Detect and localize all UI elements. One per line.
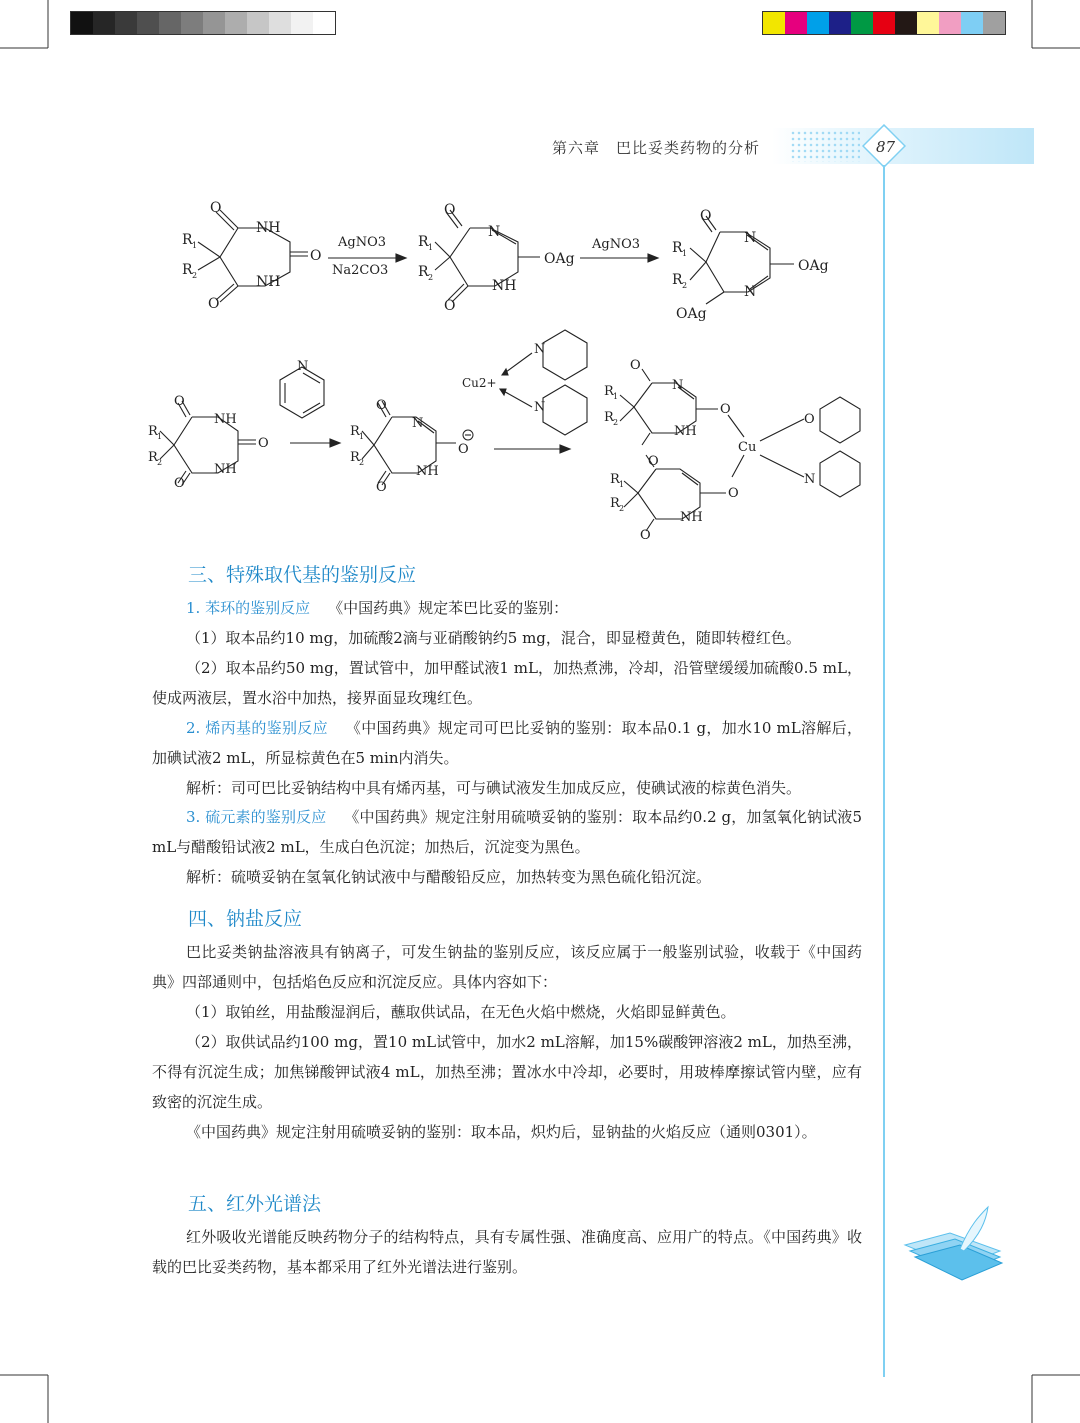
rxn1-right-n-bottom: N [744,284,757,300]
rxn2-mid-o-minus: O [458,442,469,457]
paragraph: 解析：硫喷妥钠在氢氧化钠试液中与醋酸铅反应，加热转变为黑色硫化铅沉淀。 [186,868,712,886]
rxn1-left-r1: R [182,232,193,248]
section-title-infrared: 五、红外光谱法 [188,1193,322,1215]
gray-swatch-11 [313,12,335,34]
rxn2-left-r2: R [148,450,158,465]
rxn2-mid-r1: R [350,424,360,439]
color-swatch-10 [983,12,1005,34]
rxn2-cx-r2-bottom: R [610,496,620,511]
subheading: 3. 硫元素的鉴别反应 [186,808,327,826]
rxn2-mid-nh: NH [416,464,439,479]
paragraph: （2）取本品约50 mg，置试管中，加甲醛试液1 mL，加热煮沸，冷却，沿管壁缓缓加硫酸0.5 mL，使成两液层，置水浴中加热，接界面显玫瑰红色。 [152,659,862,707]
gray-swatch-3 [137,12,159,34]
gray-swatch-9 [269,12,291,34]
rxn2-mid-r2: R [350,450,360,465]
rxn1-right-oag-bottom: OAg [676,306,707,322]
pyridine-n-3: N [534,400,546,415]
chapter-title: 第六章 巴比妥类药物的分析 [552,139,761,157]
rxn1-reagent-top: AgNO3 [338,235,387,250]
rxn2-cx-r2-top: R [604,410,614,425]
color-swatch-4 [851,12,873,34]
rxn1-right-r1-sub: 1 [682,249,688,258]
book-quill-icon [900,1205,1010,1285]
paragraph: 3. 硫元素的鉴别反应 《中国药典》规定注射用硫喷妥钠的鉴别：取本品约0.2 g，加氢氧化钠试液5 mL与醋酸铅试液2 mL，生成白色沉淀；加热后，沉淀变为黑色。 [152,808,862,856]
rxn2-cx-r2-bottom-sub: 2 [619,504,625,513]
gray-swatch-0 [71,12,93,34]
rxn1-mid-o-bottom: O [444,298,456,314]
rxn1-left-nh-top: NH [256,220,281,236]
reaction-scheme-silver [150,190,870,330]
color-swatch-1 [785,12,807,34]
paragraph: 1. 苯环的鉴别反应 《中国药典》规定苯巴比妥的鉴别： [186,599,569,617]
header-dots [790,130,860,162]
rxn1-mid-r2-sub: 2 [428,273,434,282]
subheading: 1. 苯环的鉴别反应 [186,599,311,617]
rxn2-left-nh-top: NH [214,412,237,427]
rxn2-mid-r2-sub: 2 [359,458,365,467]
rxn2-left-r1: R [148,424,158,439]
gray-swatch-4 [159,12,181,34]
rxn1-mid-r1-sub: 1 [428,243,434,252]
rxn1-reagent2: AgNO3 [592,237,641,252]
rxn1-mid-n: N [488,224,501,240]
color-scale-bar [762,11,1006,35]
gray-swatch-5 [181,12,203,34]
gray-swatch-10 [291,12,313,34]
margin-rule [883,165,885,1377]
rxn2-cx-cu: Cu [738,440,757,455]
rxn1-mid-r1: R [418,234,429,250]
rxn2-left-o-bottom: O [174,476,185,491]
rxn1-reagent-bottom: Na2CO3 [332,263,389,278]
rxn2-cx-r1-top-sub: 1 [613,392,619,401]
rxn2-cx-n-top: N [672,378,684,393]
rxn1-left-nh-bottom: NH [256,274,281,290]
color-swatch-5 [873,12,895,34]
paragraph: 《中国药典》规定注射用硫喷妥钠的鉴别：取本品，炽灼后，显钠盐的火焰反应（通则0301）。 [186,1123,817,1141]
gray-swatch-2 [115,12,137,34]
rxn1-left-o-bottom: O [208,296,220,312]
rxn2-left-r2-sub: 2 [157,458,163,467]
paragraph: （2）取供试品约100 mg，置10 mL试管中，加水2 mL溶解，加15%碳酸钾溶液2 mL，加热至沸，不得有沉淀生成；加焦锑酸钾试液4 mL，加热至沸；置冰水中冷却，必要时，用玻棒摩擦试管内壁，应有致密的沉淀生成。 [152,1033,862,1111]
rxn2-cx-o-link-top: O [720,402,731,417]
color-swatch-6 [895,12,917,34]
rxn1-left-r1-sub: 1 [192,241,198,250]
rxn1-left-o-right: O [310,248,322,264]
rxn2-cu-ion: Cu2+ [462,376,497,390]
color-swatch-8 [939,12,961,34]
rxn1-mid-r2: R [418,264,429,280]
paragraph: 巴比妥类钠盐溶液具有钠离子，可发生钠盐的鉴别反应，该反应属于一般鉴别试验，收载于《中国药典》四部通则中，包括焰色反应和沉淀反应。具体内容如下： [152,943,862,991]
section-title-special-groups: 三、特殊取代基的鉴别反应 [188,564,417,586]
rxn2-cx-o-bottom: O [640,528,651,543]
color-swatch-9 [961,12,983,34]
rxn1-right-r2-sub: 2 [682,281,688,290]
rxn2-left-o-top: O [174,394,185,409]
rxn2-cx-nh-bottom: NH [680,510,703,525]
pyridine-n-5: N [804,472,816,487]
paragraph: 红外吸收光谱能反映药物分子的结构特点，具有专属性强、准确度高、应用广的特点。《中国药典》收载的巴比妥类药物，基本都采用了红外光谱法进行鉴别。 [152,1228,862,1276]
rxn1-mid-nh: NH [492,278,517,294]
color-swatch-3 [829,12,851,34]
page-number: 87 [876,138,896,156]
rxn1-right-n-top: N [744,230,757,246]
gray-swatch-6 [203,12,225,34]
paragraph: 2. 烯丙基的鉴别反应 《中国药典》规定司可巴比妥钠的鉴别：取本品0.1 g，加水10 mL溶解后，加碘试液2 mL，所显棕黄色在5 min内消失。 [152,719,862,767]
rxn2-left-o-right: O [258,436,269,451]
paragraph: 解析：司可巴比妥钠结构中具有烯丙基，可与碘试液发生加成反应，使碘试液的棕黄色消失。 [186,779,802,797]
rxn1-left-r2-sub: 2 [192,271,198,280]
rxn2-cx-r1-bottom: R [610,472,620,487]
rxn1-right-oag: OAg [798,258,829,274]
color-swatch-0 [763,12,785,34]
rxn2-mid-o-top: O [376,398,387,413]
rxn2-left-r1-sub: 1 [157,432,163,441]
rxn1-left-o-top: O [210,200,222,216]
pyridine-n-1: N [297,359,309,374]
rxn2-cx-o-lower-top: O [648,454,659,469]
gray-swatch-7 [225,12,247,34]
section-title-sodium-salt: 四、钠盐反应 [188,908,303,930]
paragraph: （1）取本品约10 mg，加硫酸2滴与亚硝酸钠约5 mg，混合，即显橙黄色，随即转橙红色。 [186,629,801,647]
rxn1-right-r1: R [672,240,683,256]
pyridine-n-2: N [534,342,546,357]
rxn2-left-nh-bottom: NH [214,462,237,477]
rxn1-mid-o-top: O [444,202,456,218]
rxn1-right-r2: R [672,272,683,288]
rxn2-mid-r1-sub: 1 [359,432,365,441]
gray-swatch-1 [93,12,115,34]
rxn2-cx-o-top: O [630,358,641,373]
subheading: 2. 烯丙基的鉴别反应 [186,719,328,737]
rxn2-mid-o-bottom: O [376,480,387,495]
rxn1-mid-oag: OAg [544,251,575,267]
rxn2-cx-r1-top: R [604,384,614,399]
rxn2-cx-nh-top: NH [674,424,697,439]
pyridine-n-4: O [804,412,815,427]
rxn2-cx-r1-bottom-sub: 1 [619,480,625,489]
gray-scale-bar [70,11,336,35]
rxn2-mid-n: N [412,416,424,431]
rxn2-cx-r2-top-sub: 2 [613,418,619,427]
rxn1-right-o: O [700,208,712,224]
reaction-scheme-copper [140,325,880,545]
gray-swatch-8 [247,12,269,34]
rxn1-left-r2: R [182,262,193,278]
rxn2-cx-o-link-bottom: O [728,486,739,501]
color-swatch-2 [807,12,829,34]
paragraph: （1）取铂丝，用盐酸湿润后，蘸取供试品，在无色火焰中燃烧，火焰即显鲜黄色。 [186,1003,736,1021]
color-swatch-7 [917,12,939,34]
